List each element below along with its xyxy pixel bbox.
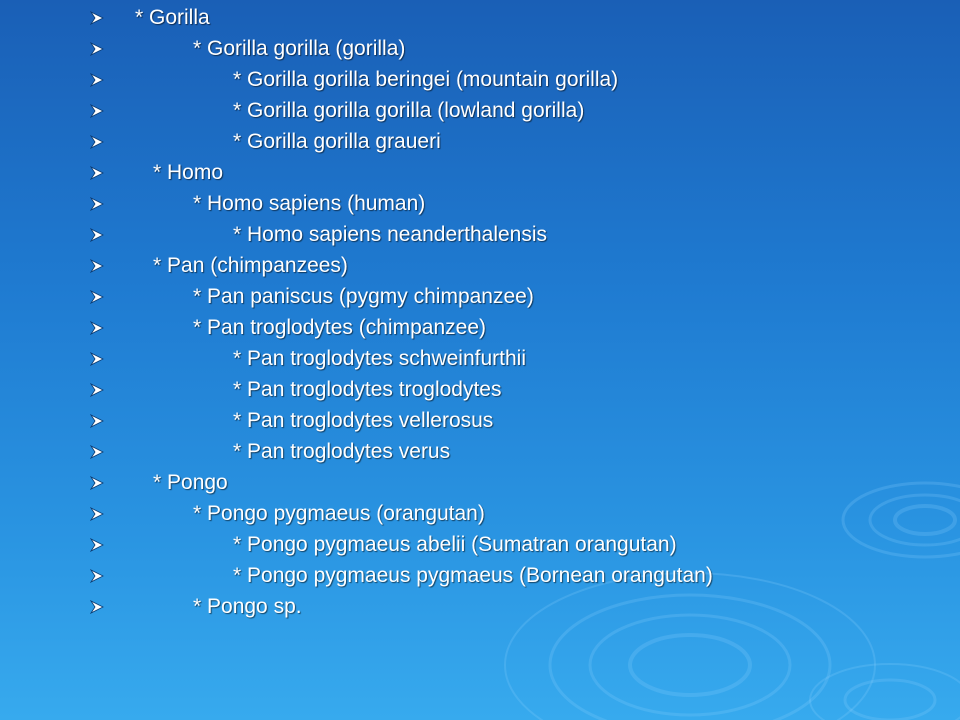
arrowhead-bullet-icon — [90, 166, 104, 180]
bullet-text: * Homo sapiens (human) — [193, 192, 426, 215]
bullet-text: * Gorilla gorilla (gorilla) — [193, 37, 406, 60]
arrowhead-bullet-icon — [90, 42, 104, 56]
bullet-text: * Pan troglodytes (chimpanzee) — [193, 316, 486, 339]
arrowhead-bullet-icon — [90, 600, 104, 614]
arrowhead-bullet-icon — [90, 104, 104, 118]
bullet-text: * Pongo pygmaeus pygmaeus (Bornean orangutan) — [233, 564, 713, 587]
bullet-text: * Pan (chimpanzees) — [153, 254, 348, 277]
arrowhead-bullet-icon — [90, 321, 104, 335]
arrowhead-bullet-icon — [90, 569, 104, 583]
bullet-text: * Pongo pygmaeus abelii (Sumatran orangutan) — [233, 533, 677, 556]
bullet-text: * Gorilla gorilla beringei (mountain gorilla) — [233, 68, 619, 91]
arrowhead-bullet-icon — [90, 73, 104, 87]
arrowhead-bullet-icon — [90, 259, 104, 273]
arrowhead-bullet-icon — [90, 538, 104, 552]
bullet-text: * Gorilla — [135, 6, 210, 29]
arrowhead-bullet-icon — [90, 228, 104, 242]
arrowhead-bullet-icon — [90, 383, 104, 397]
bullet-text: * Pan troglodytes schweinfurthii — [233, 347, 526, 370]
bullet-text: * Pan paniscus (pygmy chimpanzee) — [193, 285, 534, 308]
arrowhead-bullet-icon — [90, 445, 104, 459]
bullet-text: * Homo — [153, 161, 224, 184]
bullet-text: * Pongo sp. — [193, 595, 302, 618]
arrowhead-bullet-icon — [90, 507, 104, 521]
bullet-text: * Pan troglodytes troglodytes — [233, 378, 502, 401]
arrowhead-bullet-icon — [90, 352, 104, 366]
arrowhead-bullet-icon — [90, 11, 104, 25]
bullet-text: * Gorilla gorilla gorilla (lowland gorilla) — [233, 99, 585, 122]
arrowhead-bullet-icon — [90, 135, 104, 149]
arrowhead-bullet-icon — [90, 414, 104, 428]
bullet-text: * Pongo — [153, 471, 228, 494]
arrowhead-bullet-icon — [90, 290, 104, 304]
bullet-text: * Pan troglodytes vellerosus — [233, 409, 494, 432]
bullet-text: * Homo sapiens neanderthalensis — [233, 223, 548, 246]
arrowhead-bullet-icon — [90, 476, 104, 490]
bullet-text: * Pongo pygmaeus (orangutan) — [193, 502, 485, 525]
bullet-text: * Pan troglodytes verus — [233, 440, 451, 463]
bullet-text: * Gorilla gorilla graueri — [233, 130, 441, 153]
arrowhead-bullet-icon — [90, 197, 104, 211]
